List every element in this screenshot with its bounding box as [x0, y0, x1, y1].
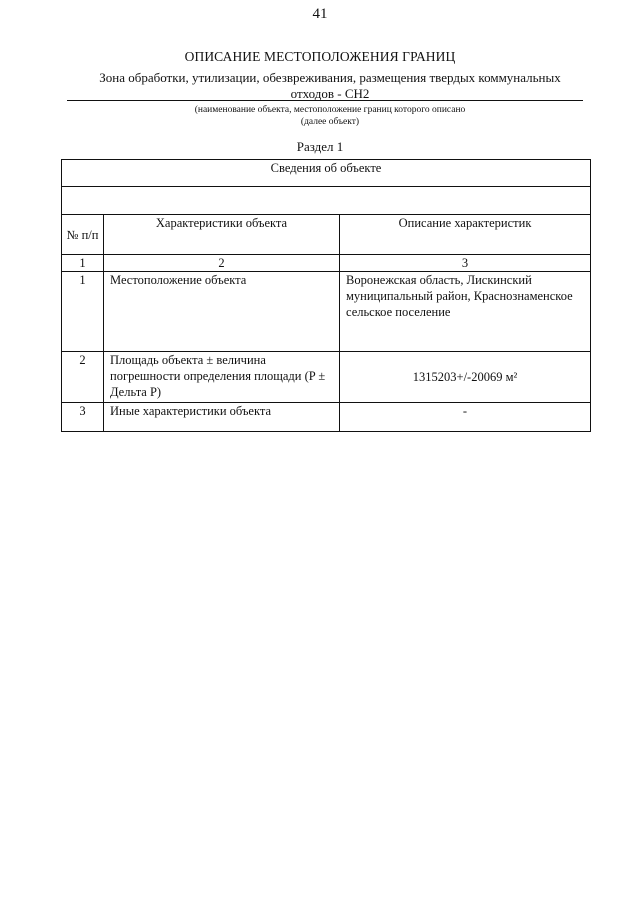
page-number: 41	[312, 6, 328, 22]
object-note-line-2: (далее объект)	[300, 117, 360, 127]
row-number: 2	[62, 352, 104, 403]
row-number: 3	[62, 403, 104, 432]
table-row	[62, 403, 591, 432]
column-header-number: № п/п	[62, 215, 104, 255]
table-row	[62, 272, 591, 352]
document-title: ОПИСАНИЕ МЕСТОПОЛОЖЕНИЯ ГРАНИЦ	[184, 49, 456, 64]
row-characteristic: Местоположение объекта	[104, 272, 340, 352]
object-info-table	[61, 159, 591, 432]
column-header-characteristic: Характеристики объекта	[104, 215, 340, 255]
column-number: 3	[340, 255, 591, 272]
row-characteristic: Иные характеристики объекта	[104, 403, 340, 432]
row-description: -	[340, 403, 591, 432]
object-note	[80, 104, 580, 128]
table-blank-cell	[62, 187, 591, 215]
table-title-row	[62, 160, 591, 187]
table-title: Сведения об объекте	[62, 160, 591, 187]
column-number: 2	[104, 255, 340, 272]
object-note-line-1: (наименование объекта, местоположение границ которого описано	[194, 105, 466, 115]
section-label: Раздел 1	[296, 139, 344, 154]
table-column-numbers	[62, 255, 591, 272]
table-column-headers	[62, 215, 591, 255]
row-characteristic: Площадь объекта ± величина погрешности определения площади (P ± Дельта P)	[104, 352, 340, 403]
zone-name: Зона обработки, утилизации, обезвреживания, размещения твердых коммунальных отходов - СН2	[99, 70, 561, 101]
column-header-description: Описание характеристик	[340, 215, 591, 255]
row-number: 1	[62, 272, 104, 352]
column-number: 1	[62, 255, 104, 272]
title-underline	[67, 100, 583, 101]
row-description: 1315203+/-20069 м²	[340, 352, 591, 403]
row-description: Воронежская область, Лискинский муниципальный район, Краснознаменское сельское поселение	[340, 272, 591, 352]
table-row	[62, 352, 591, 403]
table-blank-row	[62, 187, 591, 215]
